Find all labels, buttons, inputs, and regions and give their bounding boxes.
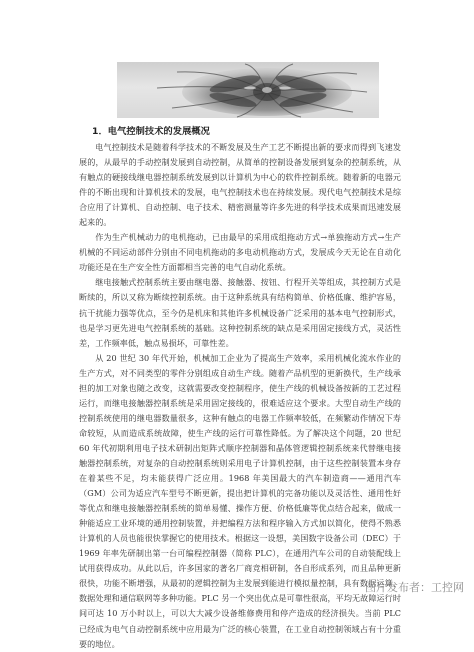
section-heading: 1．电气控制技术的发展概况 (92, 126, 210, 137)
decorative-banner-image (117, 62, 379, 118)
article-body (79, 140, 401, 652)
flower-graphic (117, 62, 379, 118)
paragraph: 从 20 世纪 30 年代开始，机械加工企业为了提高生产效率，采用机械化流水作业的生产方式，对不同类型的零件分别组成自动生产线。随着产品机型的更新换代，生产线承担的加工对象也随之改变，这就需要改变控制程序，使生产线的机械设备按新的工艺过程运行，而继电接触器控制系统是采用固定接线的，很难适应这个要求。大型自动生产线的控制系统使用的继电器数量很多，这种有触点的电器工作频率较低，在频繁动作情况下寿命较短，从而造成系统故障，使生产线的运行可靠性降低。为了解决这个问题，20 世纪 60 年代初期利用电子技术研制出矩阵式顺序控制器和晶体管逻辑控制系统来代替继电接触器控制系统，对复杂的自动控制系统则采用电子计算机控制，由于这些控制装置本身存在着某些不足，均未能获得广泛应用。1968 年美国最大的汽车制造商——通用汽车（GM）公司为适应汽车型号不断更新，提出把计算机的完备功能以及灵活性、通用性好等优点和继电接触器控制系统的简单易懂、操作方便、价格低廉等优点结合起来，做成一种能适应工业环境的通用控制装置，并把编程方法和程序输入方式加以简化，使得不熟悉计算机的人员也能很快掌握它的使用技术。根据这一设想，美国数字设备公司（DEC）于 1969 年率先研制出第一台可编程控制器（简称 PLC），在通用汽车公司的自动装配线上试用获得成功。从此以后，许多国家的著名厂商竞相研制，各自形成系列，而且品种更新很快，功能不断增强，从最初的逻辑控制为主发展到能进行模拟量控制，具有数据运算、数据处理和通信联网等多种功能。PLC 另一个突出优点是可靠性很高，平均无故障运行时间可达 10 万小时以上，可以大大减少设备维修费用和停产造成的经济损失。当前 PLC 已经成为电气自动控制系统中应用最为广泛的核心装置，在工业自动控制领域占有十分重要的地位。 (79, 352, 401, 649)
paragraph: 作为生产机械动力的电机拖动，已由最早的采用成组拖动方式→单独拖动方式→生产机械的不同运动部件分别由不同电机拖动的多电动机拖动方式，发展成今天无论在自动化功能还是在生产安全性方面都相当完善的电气自动化系统。 (79, 232, 401, 273)
paragraph: 电气控制技术是随着科学技术的不断发展及生产工艺不断提出新的要求而得到飞速发展的，从最早的手动控制发展到自动控制，从简单的控制设备发展到复杂的控制系统，从有触点的硬接线继电器控制系统发展到以计算机为中心的软件控制系统。随着新的电器元件的不断出现和计算机技术的发展，电气控制技术也在持续发展。现代电气控制技术是综合应用了计算机、自动控制、电子技术、精密测量等许多先进的科学技术成果而迅速发展起来的。 (79, 142, 401, 228)
publisher-watermark: 图片发布者：工控网 (365, 581, 464, 594)
paragraph: 继电接触式控制系统主要由继电器、接触器、按钮、行程开关等组成，其控制方式是断续的，所以又称为断续控制系统。由于这种系统具有结构简单、价格低廉、维护容易，抗干扰能力强等优点，至今仍是机床和其他许多机械设备广泛采用的基本电气控制形式，也是学习更先进电气控制系统的基础。这种控制系统的缺点是采用固定接线方式，灵活性差，工作频率低，触点易损坏，可靠性差。 (79, 277, 401, 348)
